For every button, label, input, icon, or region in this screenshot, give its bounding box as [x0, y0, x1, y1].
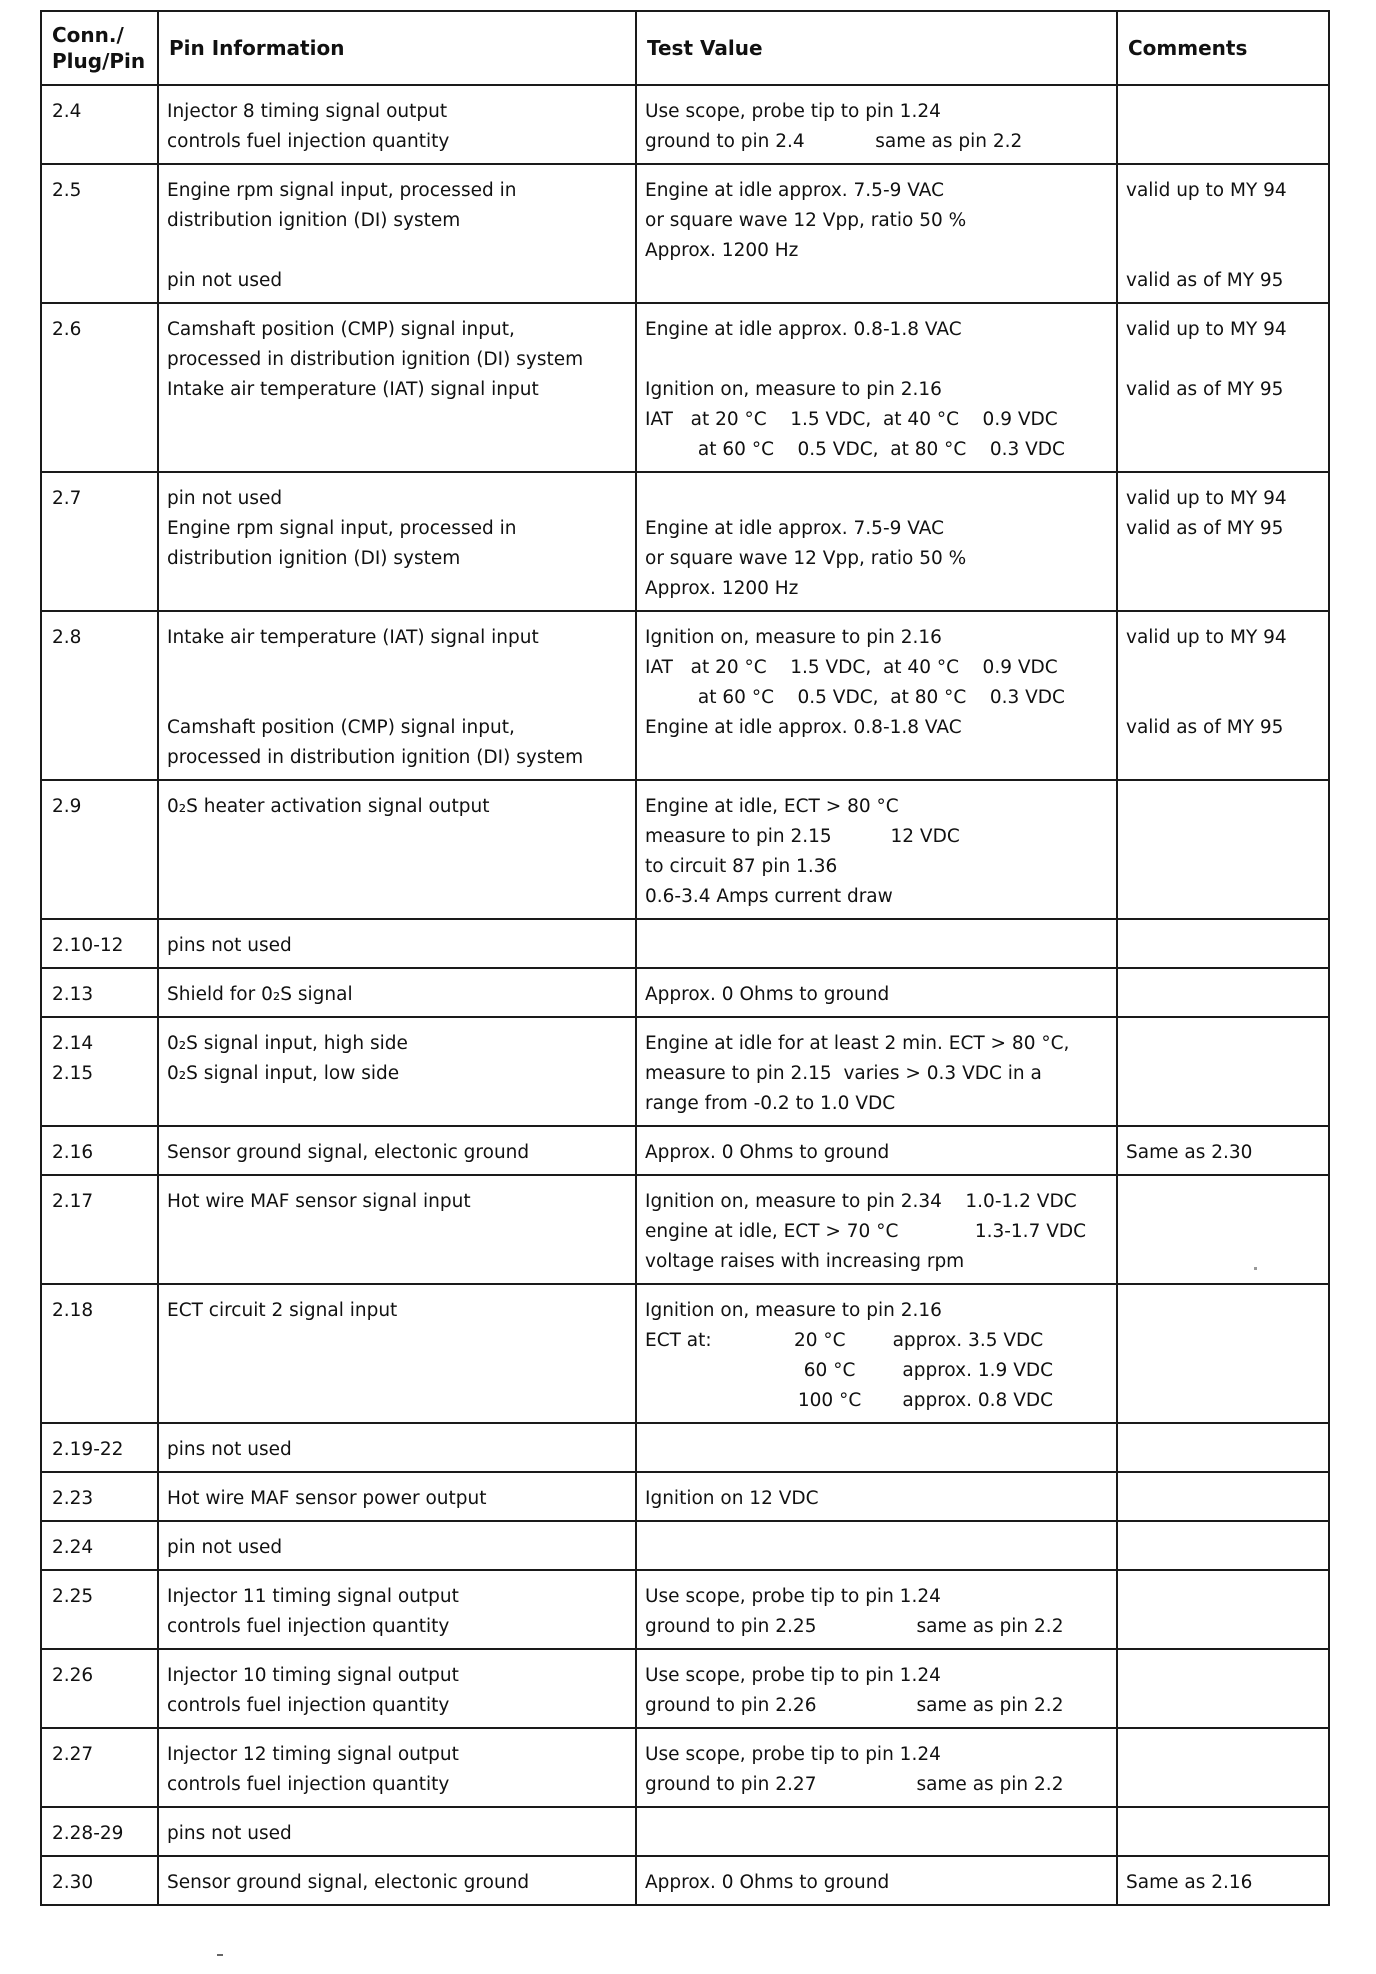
test-value-cell — [636, 1472, 1117, 1521]
pin-info-cell — [158, 1175, 636, 1284]
pin-info-cell — [158, 164, 636, 303]
pin-line: 2.23 — [52, 1488, 94, 1509]
pin-info-cell — [158, 1126, 636, 1175]
pin-info-line — [167, 653, 627, 683]
comments-line — [1126, 683, 1320, 713]
comments-line: valid up to MY 94 — [1126, 627, 1287, 648]
pin-info-line: 0₂S heater activation signal output — [167, 796, 490, 817]
pin-info-line: controls fuel injection quantity — [167, 1695, 450, 1716]
test-value-line: Engine at idle for at least 2 min. ECT > 80 °C, — [645, 1033, 1070, 1054]
pin-info-line: Hot wire MAF sensor power output — [167, 1488, 487, 1509]
pin-info-line: Sensor ground signal, electonic ground — [167, 1872, 530, 1893]
test-value-line: Approx. 0 Ohms to ground — [645, 1872, 890, 1893]
pin-cell — [41, 1472, 158, 1521]
test-value-cell — [636, 1728, 1117, 1807]
test-value-line: Use scope, probe tip to pin 1.24 — [645, 1744, 941, 1765]
pin-info-line — [167, 405, 627, 435]
pin-info-line — [167, 683, 627, 713]
table-row — [41, 1175, 1329, 1284]
comments-line: valid as of MY 95 — [1126, 518, 1284, 539]
comments-cell — [1117, 85, 1329, 164]
test-value-line — [645, 743, 1108, 773]
comments-line — [1126, 544, 1320, 574]
pin-info-cell — [158, 1423, 636, 1472]
table-row — [41, 1472, 1329, 1521]
pin-info-cell — [158, 1807, 636, 1856]
pin-info-cell — [158, 85, 636, 164]
test-value-cell — [636, 472, 1117, 611]
pin-cell — [41, 1126, 158, 1175]
comments-line: valid up to MY 94 — [1126, 488, 1287, 509]
comments-line: Same as 2.30 — [1126, 1142, 1253, 1163]
test-value-line: at 60 °C 0.5 VDC, at 80 °C 0.3 VDC — [645, 687, 1065, 708]
pin-line: 2.19-22 — [52, 1439, 124, 1460]
comments-line: valid as of MY 95 — [1126, 379, 1284, 400]
pin-info-cell — [158, 611, 636, 780]
pin-line: 2.5 — [52, 180, 82, 201]
comments-line — [1126, 743, 1320, 773]
header-pin-information: Pin Information — [158, 11, 636, 85]
comments-cell — [1117, 611, 1329, 780]
pin-info-line: Hot wire MAF sensor signal input — [167, 1191, 471, 1212]
pin-info-cell — [158, 1017, 636, 1126]
pin-info-cell — [158, 1649, 636, 1728]
table-row — [41, 1807, 1329, 1856]
test-value-line: measure to pin 2.15 12 VDC — [645, 826, 960, 847]
test-value-cell — [636, 1570, 1117, 1649]
pin-cell — [41, 1284, 158, 1423]
pin-cell — [41, 611, 158, 780]
test-value-line: ground to pin 2.26 same as pin 2.2 — [645, 1695, 1064, 1716]
pin-table-sheet — [40, 10, 1328, 1906]
pin-cell — [41, 1423, 158, 1472]
test-value-line — [645, 266, 1108, 296]
pin-info-line — [167, 574, 627, 604]
pin-cell — [41, 1017, 158, 1126]
comments-cell — [1117, 1856, 1329, 1905]
table-row — [41, 1570, 1329, 1649]
header-comments: Comments — [1117, 11, 1329, 85]
comments-line: valid as of MY 95 — [1126, 270, 1284, 291]
table-row — [41, 303, 1329, 472]
pin-line: 2.4 — [52, 101, 82, 122]
header-conn-plug-pin — [41, 11, 158, 85]
pin-info-cell — [158, 1728, 636, 1807]
comments-cell — [1117, 1017, 1329, 1126]
comments-cell — [1117, 1649, 1329, 1728]
pin-cell — [41, 164, 158, 303]
comments-cell — [1117, 968, 1329, 1017]
pin-line: 2.18 — [52, 1300, 94, 1321]
test-value-line: Ignition on, measure to pin 2.16 — [645, 1300, 942, 1321]
test-value-line: Approx. 1200 Hz — [645, 578, 799, 599]
comments-cell — [1117, 1284, 1329, 1423]
test-value-line: at 60 °C 0.5 VDC, at 80 °C 0.3 VDC — [645, 439, 1065, 460]
pin-info-line: controls fuel injection quantity — [167, 1774, 450, 1795]
test-value-line: Use scope, probe tip to pin 1.24 — [645, 1586, 941, 1607]
table-row — [41, 611, 1329, 780]
pin-info-line: Intake air temperature (IAT) signal input — [167, 379, 539, 400]
pin-info-line: Injector 11 timing signal output — [167, 1586, 459, 1607]
table-row — [41, 85, 1329, 164]
comments-line — [1126, 574, 1320, 604]
table-row — [41, 1728, 1329, 1807]
test-value-line: Approx. 0 Ohms to ground — [645, 984, 890, 1005]
pin-info-line: pin not used — [167, 270, 283, 291]
table-row — [41, 1423, 1329, 1472]
table-row — [41, 968, 1329, 1017]
pin-cell — [41, 1807, 158, 1856]
test-value-cell — [636, 611, 1117, 780]
pin-line: 2.24 — [52, 1537, 94, 1558]
comments-cell — [1117, 303, 1329, 472]
pin-line: 2.14 — [52, 1033, 94, 1054]
comments-cell — [1117, 1126, 1329, 1175]
comments-line — [1126, 236, 1320, 266]
header-test-value: Test Value — [636, 11, 1117, 85]
pin-info-line: pins not used — [167, 1439, 292, 1460]
pin-cell — [41, 1856, 158, 1905]
test-value-cell — [636, 303, 1117, 472]
test-value-line: 0.6-3.4 Amps current draw — [645, 886, 893, 907]
pin-line: 2.27 — [52, 1744, 94, 1765]
comments-line — [1126, 435, 1320, 465]
pin-line: 2.15 — [52, 1063, 94, 1084]
test-value-cell — [636, 1423, 1117, 1472]
comments-cell — [1117, 1175, 1329, 1284]
comments-cell — [1117, 1807, 1329, 1856]
pin-table — [40, 10, 1330, 1906]
test-value-line: to circuit 87 pin 1.36 — [645, 856, 838, 877]
test-value-cell — [636, 1649, 1117, 1728]
pin-info-line: 0₂S signal input, high side — [167, 1033, 408, 1054]
pin-line: 2.25 — [52, 1586, 94, 1607]
test-value-line: range from -0.2 to 1.0 VDC — [645, 1093, 896, 1114]
header-conn-line2: Plug/Pin — [52, 49, 146, 73]
pin-info-line: controls fuel injection quantity — [167, 1616, 450, 1637]
test-value-line: or square wave 12 Vpp, ratio 50 % — [645, 210, 967, 231]
pin-info-line: Injector 12 timing signal output — [167, 1744, 459, 1765]
comments-line: valid as of MY 95 — [1126, 717, 1284, 738]
table-row — [41, 1017, 1329, 1126]
test-value-cell — [636, 1807, 1117, 1856]
pin-info-line: pin not used — [167, 1537, 283, 1558]
test-value-line: Ignition on, measure to pin 2.16 — [645, 627, 942, 648]
pin-line: 2.16 — [52, 1142, 94, 1163]
pin-line: 2.17 — [52, 1191, 94, 1212]
test-value-line: measure to pin 2.15 varies > 0.3 VDC in a — [645, 1063, 1042, 1084]
pin-line: 2.10-12 — [52, 935, 124, 956]
pin-info-cell — [158, 303, 636, 472]
pin-line: 2.26 — [52, 1665, 94, 1686]
pin-cell — [41, 472, 158, 611]
test-value-line: Ignition on, measure to pin 2.34 1.0-1.2 VDC — [645, 1191, 1077, 1212]
test-value-line: Engine at idle, ECT > 80 °C — [645, 796, 899, 817]
pin-info-line: Injector 10 timing signal output — [167, 1665, 459, 1686]
table-row — [41, 1521, 1329, 1570]
pin-info-line: distribution ignition (DI) system — [167, 548, 461, 569]
comments-cell — [1117, 919, 1329, 968]
comments-cell — [1117, 1423, 1329, 1472]
test-value-line: voltage raises with increasing rpm — [645, 1251, 965, 1272]
scan-artifact-dot — [1254, 1267, 1257, 1270]
pin-line: 2.30 — [52, 1872, 94, 1893]
pin-line: 2.7 — [52, 488, 82, 509]
pin-info-line — [167, 236, 627, 266]
test-value-line: ECT at: 20 °C approx. 3.5 VDC — [645, 1330, 1044, 1351]
pin-cell — [41, 968, 158, 1017]
pin-info-line: pins not used — [167, 1823, 292, 1844]
test-value-line: engine at idle, ECT > 70 °C 1.3-1.7 VDC — [645, 1221, 1087, 1242]
test-value-line: 100 °C approx. 0.8 VDC — [645, 1390, 1054, 1411]
comments-cell — [1117, 1728, 1329, 1807]
test-value-line: or square wave 12 Vpp, ratio 50 % — [645, 548, 967, 569]
pin-info-cell — [158, 1856, 636, 1905]
test-value-line — [645, 484, 1108, 514]
pin-line: 2.6 — [52, 319, 82, 340]
pin-info-cell — [158, 1521, 636, 1570]
test-value-cell — [636, 1175, 1117, 1284]
pin-info-line: Engine rpm signal input, processed in — [167, 518, 517, 539]
pin-info-line: ECT circuit 2 signal input — [167, 1300, 398, 1321]
pin-info-line: Camshaft position (CMP) signal input, — [167, 319, 515, 340]
table-row — [41, 472, 1329, 611]
pin-info-line: pins not used — [167, 935, 292, 956]
pin-cell — [41, 780, 158, 919]
table-row — [41, 919, 1329, 968]
pin-info-line: Shield for 0₂S signal — [167, 984, 353, 1005]
test-value-cell — [636, 780, 1117, 919]
pin-cell — [41, 303, 158, 472]
pin-line: 2.9 — [52, 796, 82, 817]
table-row — [41, 780, 1329, 919]
comments-cell — [1117, 1570, 1329, 1649]
scan-artifact-mark — [217, 1954, 223, 1956]
test-value-cell — [636, 1017, 1117, 1126]
test-value-line: Engine at idle approx. 0.8-1.8 VAC — [645, 717, 962, 738]
pin-info-cell — [158, 919, 636, 968]
test-value-cell — [636, 1521, 1117, 1570]
table-row — [41, 164, 1329, 303]
comments-line — [1126, 206, 1320, 236]
test-value-line: IAT at 20 °C 1.5 VDC, at 40 °C 0.9 VDC — [645, 657, 1058, 678]
test-value-line: Engine at idle approx. 0.8-1.8 VAC — [645, 319, 962, 340]
test-value-line: Use scope, probe tip to pin 1.24 — [645, 1665, 941, 1686]
pin-info-cell — [158, 1284, 636, 1423]
pin-info-line: Camshaft position (CMP) signal input, — [167, 717, 515, 738]
test-value-cell — [636, 1284, 1117, 1423]
test-value-line: 60 °C approx. 1.9 VDC — [645, 1360, 1054, 1381]
test-value-cell — [636, 1126, 1117, 1175]
test-value-line: ground to pin 2.27 same as pin 2.2 — [645, 1774, 1064, 1795]
pin-info-cell — [158, 1472, 636, 1521]
test-value-line: IAT at 20 °C 1.5 VDC, at 40 °C 0.9 VDC — [645, 409, 1058, 430]
test-value-cell — [636, 85, 1117, 164]
comments-line: valid up to MY 94 — [1126, 319, 1287, 340]
test-value-line: Use scope, probe tip to pin 1.24 — [645, 101, 941, 122]
pin-info-line: processed in distribution ignition (DI) system — [167, 747, 584, 768]
pin-cell — [41, 1728, 158, 1807]
pin-info-line: distribution ignition (DI) system — [167, 210, 461, 231]
comments-line — [1126, 653, 1320, 683]
pin-line: 2.28-29 — [52, 1823, 124, 1844]
table-row — [41, 1284, 1329, 1423]
comments-cell — [1117, 1472, 1329, 1521]
comments-cell — [1117, 1521, 1329, 1570]
test-value-cell — [636, 164, 1117, 303]
test-value-line — [645, 345, 1108, 375]
pin-line: 2.13 — [52, 984, 94, 1005]
comments-line — [1126, 405, 1320, 435]
test-value-cell — [636, 919, 1117, 968]
pin-cell — [41, 1570, 158, 1649]
header-row — [41, 11, 1329, 85]
pin-info-line: Injector 8 timing signal output — [167, 101, 448, 122]
comments-cell — [1117, 164, 1329, 303]
test-value-line: Approx. 1200 Hz — [645, 240, 799, 261]
pin-info-cell — [158, 968, 636, 1017]
comments-cell — [1117, 472, 1329, 611]
test-value-line: ground to pin 2.25 same as pin 2.2 — [645, 1616, 1064, 1637]
pin-info-line: controls fuel injection quantity — [167, 131, 450, 152]
table-row — [41, 1126, 1329, 1175]
header-conn-line1: Conn./ — [52, 23, 124, 47]
pin-info-cell — [158, 780, 636, 919]
comments-cell — [1117, 780, 1329, 919]
pin-info-line: processed in distribution ignition (DI) system — [167, 349, 584, 370]
test-value-cell — [636, 968, 1117, 1017]
table-row — [41, 1856, 1329, 1905]
pin-info-cell — [158, 1570, 636, 1649]
pin-cell — [41, 1175, 158, 1284]
comments-line: valid up to MY 94 — [1126, 180, 1287, 201]
pin-info-line: pin not used — [167, 488, 283, 509]
table-row — [41, 1649, 1329, 1728]
test-value-line: ground to pin 2.4 same as pin 2.2 — [645, 131, 1023, 152]
pin-line: 2.8 — [52, 627, 82, 648]
test-value-cell — [636, 1856, 1117, 1905]
pin-info-line: Engine rpm signal input, processed in — [167, 180, 517, 201]
pin-cell — [41, 1649, 158, 1728]
pin-cell — [41, 919, 158, 968]
test-value-line: Engine at idle approx. 7.5-9 VAC — [645, 180, 944, 201]
comments-line: Same as 2.16 — [1126, 1872, 1253, 1893]
pin-info-line: 0₂S signal input, low side — [167, 1063, 400, 1084]
pin-cell — [41, 1521, 158, 1570]
comments-line — [1126, 345, 1320, 375]
test-value-line: Ignition on 12 VDC — [645, 1488, 819, 1509]
pin-info-cell — [158, 472, 636, 611]
pin-info-line — [167, 435, 627, 465]
pin-info-line: Sensor ground signal, electonic ground — [167, 1142, 530, 1163]
test-value-line: Ignition on, measure to pin 2.16 — [645, 379, 942, 400]
test-value-line: Engine at idle approx. 7.5-9 VAC — [645, 518, 944, 539]
pin-info-line: Intake air temperature (IAT) signal input — [167, 627, 539, 648]
pin-cell — [41, 85, 158, 164]
test-value-line: Approx. 0 Ohms to ground — [645, 1142, 890, 1163]
